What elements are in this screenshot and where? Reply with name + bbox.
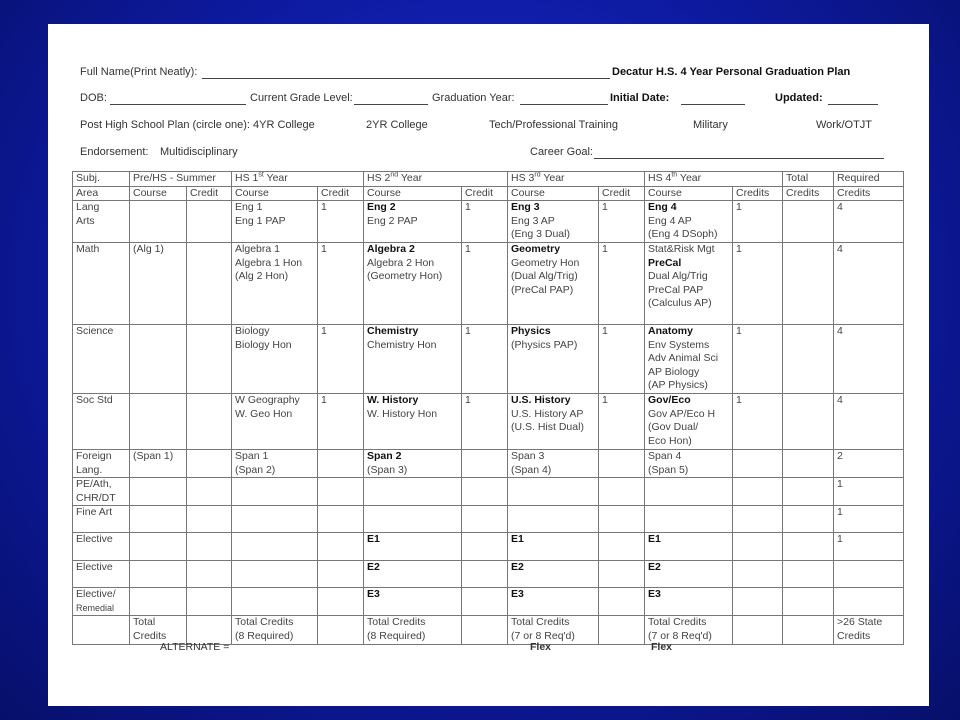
hs4-credit-cell[interactable]: [733, 588, 783, 616]
hs2-course-cell[interactable]: [364, 506, 462, 533]
hs1-course-cell[interactable]: [232, 450, 318, 478]
hs1-course-cell[interactable]: [232, 506, 318, 533]
hs2-credit-cell[interactable]: 1: [462, 325, 508, 394]
hs4-course-cell[interactable]: [645, 394, 733, 450]
hs4-credit-cell[interactable]: [733, 533, 783, 561]
course-line: Remedial: [76, 602, 115, 613]
required-credits-cell: [834, 588, 904, 616]
hs1-course-cell[interactable]: [232, 561, 318, 588]
hs2-credit-cell[interactable]: [462, 478, 508, 506]
hs2-course-cell[interactable]: [364, 533, 462, 561]
hs3-credit-cell[interactable]: [599, 533, 645, 561]
course-line: E1: [511, 533, 524, 545]
hs4-credit-cell[interactable]: [733, 478, 783, 506]
full-name-label: Full Name(Print Neatly):: [80, 66, 198, 78]
option-2yr-college[interactable]: 2YR College: [366, 119, 428, 131]
course-line: Env Systems: [648, 338, 710, 351]
subj-header: Subj.: [73, 172, 130, 187]
course-line: Chemistry Hon: [367, 338, 437, 351]
course-line: Elective: [76, 561, 113, 573]
hs4-credit-cell[interactable]: 1: [733, 325, 783, 394]
course-line: (8 Required): [367, 629, 426, 642]
table-row: [73, 561, 904, 588]
total-credits-header: Total: [783, 172, 834, 187]
course-line: W. History: [367, 394, 419, 406]
course-line: Stat&Risk Mgt: [648, 243, 715, 255]
hs3-course-cell[interactable]: [508, 450, 599, 478]
hs1-credit-cell[interactable]: [318, 561, 364, 588]
hs2-course-cell[interactable]: [364, 201, 462, 243]
course-line: Elective/: [76, 588, 116, 600]
hs4-course-cell[interactable]: [645, 561, 733, 588]
course-line: Eng 1 PAP: [235, 214, 286, 227]
hs4-course-cell[interactable]: [645, 243, 733, 325]
course-line: Biology: [235, 325, 270, 337]
course-line: Gov AP/Eco H: [648, 407, 716, 420]
table-row: [73, 588, 904, 616]
required-credits-cell: 2: [834, 450, 904, 478]
course-plan-table: [72, 171, 904, 645]
course-line: E3: [648, 588, 661, 600]
course-line: Eng 2: [367, 201, 396, 213]
flex-label-hs3: Flex: [530, 641, 552, 653]
course-line: E1: [367, 533, 380, 545]
hs3-credit-cell[interactable]: 1: [599, 243, 645, 325]
course-line: Eng 3 AP: [511, 214, 555, 227]
pre-hs-credit-cell[interactable]: [187, 478, 232, 506]
alternate-label: ALTERNATE =: [160, 641, 230, 653]
hs1-course-cell[interactable]: [232, 201, 318, 243]
hs4-credit-cell[interactable]: [733, 450, 783, 478]
course-line: W Geography: [235, 394, 300, 406]
course-line: Total Credits: [367, 616, 426, 628]
hs4-course-cell[interactable]: [645, 533, 733, 561]
pre-hs-summer-header: Pre/HS - Summer: [130, 172, 232, 187]
hs4-course-cell[interactable]: [645, 201, 733, 243]
course-line: W. History Hon: [367, 407, 438, 420]
total-credits-cell[interactable]: [783, 506, 834, 533]
required-credits-header: Required: [834, 172, 904, 187]
table-row: [73, 533, 904, 561]
course-line: (Gov Dual/: [648, 421, 699, 433]
hs4-credit-cell[interactable]: [733, 506, 783, 533]
hs3-credit-cell[interactable]: [599, 450, 645, 478]
required-credits-cell: 4: [834, 394, 904, 450]
table-subheader-row: [73, 186, 904, 201]
course-line: (8 Required): [235, 629, 294, 642]
credit-header: Credit: [462, 186, 508, 201]
hs2-course-cell[interactable]: [364, 561, 462, 588]
required-credits-subheader: Credits: [834, 186, 904, 201]
course-line: (Eng 4 DSoph): [648, 228, 718, 240]
course-line: Elective: [76, 533, 113, 545]
course-line: Eng 3: [511, 201, 540, 213]
graduation-plan-sheet: [48, 24, 929, 706]
course-line: Span 3: [511, 450, 545, 462]
hs2-credit-cell[interactable]: [462, 533, 508, 561]
course-header: Course: [645, 186, 733, 201]
hs3-header: HS 3rd Year: [508, 172, 645, 187]
total-credits-cell[interactable]: [783, 616, 834, 645]
course-line: (Span 2): [235, 463, 276, 476]
course-line: Soc Std: [76, 394, 113, 406]
course-line: Credits: [837, 629, 871, 642]
required-credits-cell: 4: [834, 325, 904, 394]
subject-area-cell: [73, 394, 130, 450]
credit-header: Credit: [599, 186, 645, 201]
plan-title: Decatur H.S. 4 Year Personal Graduation Plan: [612, 66, 851, 78]
total-credits-cell[interactable]: [783, 394, 834, 450]
course-line: Dual Alg/Trig: [648, 270, 708, 282]
course-line: (Calculus AP): [648, 297, 712, 309]
course-line: (Physics PAP): [511, 338, 578, 351]
hs4-header: HS 4th Year: [645, 172, 783, 187]
required-credits-cell: 4: [834, 243, 904, 325]
course-line: E2: [648, 561, 661, 573]
hs1-course-cell[interactable]: [232, 394, 318, 450]
course-line: (AP Physics): [648, 379, 708, 391]
course-line: Span 4: [648, 450, 682, 462]
pre-hs-credit-cell[interactable]: [187, 325, 232, 394]
subject-area-cell: [73, 561, 130, 588]
hs1-credit-cell[interactable]: [318, 616, 364, 645]
course-line: Algebra 2: [367, 243, 415, 255]
course-line: PE/Ath,: [76, 478, 112, 490]
course-line: (Dual Alg/Trig): [511, 270, 578, 282]
hs1-credit-cell[interactable]: [318, 450, 364, 478]
course-line: AP Biology: [648, 365, 700, 378]
hs2-credit-cell[interactable]: 1: [462, 394, 508, 450]
hs3-credit-cell[interactable]: [599, 561, 645, 588]
course-line: Adv Animal Sci: [648, 352, 719, 364]
hs2-course-cell[interactable]: [364, 325, 462, 394]
pre-hs-course-cell[interactable]: [130, 588, 187, 616]
course-line: Lang: [76, 201, 100, 213]
course-line: (7 or 8 Req'd): [511, 629, 575, 642]
hs1-credit-cell[interactable]: [318, 478, 364, 506]
hs1-credit-cell[interactable]: [318, 588, 364, 616]
course-line: Arts: [76, 214, 95, 227]
course-line: Algebra 2 Hon: [367, 256, 435, 269]
pre-hs-credit-cell[interactable]: [187, 394, 232, 450]
hs2-course-cell[interactable]: [364, 243, 462, 325]
hs4-credit-cell[interactable]: [733, 561, 783, 588]
hs4-course-cell[interactable]: [645, 588, 733, 616]
hs1-credit-cell[interactable]: 1: [318, 325, 364, 394]
required-credits-cell: [834, 616, 904, 645]
required-credits-cell: 1: [834, 478, 904, 506]
table-row: [73, 450, 904, 478]
course-line: Total: [133, 616, 156, 628]
hs1-credit-cell[interactable]: [318, 506, 364, 533]
course-line: (U.S. Hist Dual): [511, 421, 584, 433]
course-line: Fine Art: [76, 506, 113, 518]
course-line: E1: [648, 533, 661, 545]
hs1-course-cell[interactable]: [232, 478, 318, 506]
hs3-credit-cell[interactable]: 1: [599, 201, 645, 243]
graduation-year-field[interactable]: [520, 104, 608, 105]
course-line: Chemistry: [367, 325, 419, 337]
course-line: Anatomy: [648, 325, 693, 337]
total-credits-cell[interactable]: [783, 325, 834, 394]
full-name-field[interactable]: [202, 78, 610, 79]
hs1-course-cell[interactable]: [232, 533, 318, 561]
dob-field[interactable]: [110, 104, 246, 105]
required-credits-cell: 4: [834, 201, 904, 243]
hs2-credit-cell[interactable]: [462, 616, 508, 645]
course-line: (Span 5): [648, 463, 689, 476]
subject-area-cell: [73, 325, 130, 394]
hs1-credit-cell[interactable]: [318, 533, 364, 561]
pre-hs-course-cell[interactable]: [130, 506, 187, 533]
hs3-course-cell[interactable]: [508, 506, 599, 533]
hs2-credit-cell[interactable]: [462, 561, 508, 588]
credit-header: Credit: [318, 186, 364, 201]
pre-hs-course-cell[interactable]: [130, 325, 187, 394]
hs2-credit-cell[interactable]: [462, 588, 508, 616]
hs2-credit-cell[interactable]: 1: [462, 201, 508, 243]
hs1-course-cell[interactable]: [232, 243, 318, 325]
hs3-course-cell[interactable]: [508, 561, 599, 588]
hs3-course-cell[interactable]: [508, 588, 599, 616]
table-row: [73, 478, 904, 506]
pre-hs-course-cell[interactable]: [130, 478, 187, 506]
course-line: CHR/DT: [76, 491, 116, 504]
hs3-course-cell[interactable]: [508, 394, 599, 450]
total-credits-cell[interactable]: [783, 201, 834, 243]
required-credits-cell: 1: [834, 533, 904, 561]
table-header-row: [73, 172, 904, 187]
course-line: (Span 1): [133, 450, 174, 462]
table-row: [73, 201, 904, 243]
pre-hs-credit-cell[interactable]: [187, 201, 232, 243]
course-header: Course: [508, 186, 599, 201]
course-line: PreCal: [648, 256, 682, 269]
course-line: Physics: [511, 325, 551, 337]
hs1-credit-cell[interactable]: 1: [318, 394, 364, 450]
total-credits-cell[interactable]: [783, 533, 834, 561]
hs4-credit-cell[interactable]: [733, 616, 783, 645]
pre-hs-course-cell[interactable]: [130, 561, 187, 588]
subject-area-cell: [73, 450, 130, 478]
hs3-credit-cell[interactable]: 1: [599, 394, 645, 450]
course-line: Foreign: [76, 450, 112, 462]
hs2-course-cell[interactable]: [364, 616, 462, 645]
course-line: Lang.: [76, 463, 103, 476]
course-line: Gov/Eco: [648, 394, 691, 406]
pre-hs-credit-cell[interactable]: [187, 450, 232, 478]
pre-hs-credit-cell[interactable]: [187, 561, 232, 588]
course-line: Span 2: [367, 450, 402, 462]
subject-area-cell: [73, 616, 130, 645]
hs3-course-cell[interactable]: [508, 243, 599, 325]
table-row: [73, 325, 904, 394]
course-line: (Eng 3 Dual): [511, 228, 570, 240]
hs1-credit-cell[interactable]: 1: [318, 201, 364, 243]
total-credits-cell[interactable]: [783, 588, 834, 616]
table-row: [73, 394, 904, 450]
course-line: Math: [76, 243, 100, 255]
course-header: Course: [130, 186, 187, 201]
hs4-credit-cell[interactable]: 1: [733, 394, 783, 450]
total-credits-cell[interactable]: [783, 478, 834, 506]
hs2-header: HS 2nd Year: [364, 172, 508, 187]
hs4-course-cell[interactable]: [645, 506, 733, 533]
total-credits-subheader: Credits: [783, 186, 834, 201]
hs1-header: HS 1st Year: [232, 172, 364, 187]
hs3-credit-cell[interactable]: 1: [599, 325, 645, 394]
credits-header: Credits: [733, 186, 783, 201]
area-header: Area: [73, 186, 130, 201]
course-line: Total Credits: [648, 616, 707, 628]
course-line: Geometry Hon: [511, 256, 580, 269]
option-military[interactable]: Military: [693, 119, 728, 131]
hs4-course-cell[interactable]: [645, 478, 733, 506]
course-line: Eng 4 AP: [648, 214, 692, 227]
career-goal-label: Career Goal:: [530, 146, 593, 158]
course-line: Eng 2 PAP: [367, 214, 418, 227]
course-line: Biology Hon: [235, 338, 292, 351]
initial-date-field[interactable]: [681, 104, 745, 105]
hs3-credit-cell[interactable]: [599, 588, 645, 616]
endorsement-label: Endorsement:: [80, 146, 149, 158]
course-line: (Alg 2 Hon): [235, 270, 289, 282]
updated-field[interactable]: [828, 104, 878, 105]
course-line: E3: [367, 588, 380, 600]
subject-area-cell: [73, 201, 130, 243]
hs1-course-cell[interactable]: [232, 616, 318, 645]
course-line: (Span 3): [367, 463, 408, 476]
subject-area-cell: [73, 478, 130, 506]
course-line: Eng 4: [648, 201, 677, 213]
course-line: >26 State: [837, 616, 883, 628]
hs3-course-cell[interactable]: [508, 478, 599, 506]
subject-area-cell: [73, 506, 130, 533]
course-line: U.S. History: [511, 394, 571, 406]
table-row: [73, 243, 904, 325]
hs2-course-cell[interactable]: [364, 394, 462, 450]
total-credits-cell[interactable]: [783, 243, 834, 325]
hs2-credit-cell[interactable]: [462, 506, 508, 533]
course-header: Course: [364, 186, 462, 201]
course-line: Science: [76, 325, 114, 337]
hs4-course-cell[interactable]: [645, 325, 733, 394]
total-credits-cell[interactable]: [783, 561, 834, 588]
course-line: Algebra 1: [235, 243, 280, 255]
pre-hs-credit-cell[interactable]: [187, 243, 232, 325]
hs1-credit-cell[interactable]: 1: [318, 243, 364, 325]
dob-label: DOB:: [80, 92, 107, 104]
course-line: Total Credits: [235, 616, 294, 628]
pre-hs-course-cell[interactable]: [130, 394, 187, 450]
option-tech-training[interactable]: Tech/Professional Training: [489, 119, 619, 131]
hs3-course-cell[interactable]: [508, 616, 599, 645]
course-line: (PreCal PAP): [511, 283, 574, 296]
hs3-course-cell[interactable]: [508, 325, 599, 394]
pre-hs-course-cell[interactable]: [130, 243, 187, 325]
course-line: W. Geo Hon: [235, 407, 293, 420]
flex-label-hs4: Flex: [651, 641, 673, 653]
pre-hs-course-cell[interactable]: [130, 450, 187, 478]
pre-hs-credit-cell[interactable]: [187, 533, 232, 561]
hs4-credit-cell[interactable]: 1: [733, 201, 783, 243]
course-line: Eco Hon): [648, 434, 692, 447]
hs2-course-cell[interactable]: [364, 478, 462, 506]
subject-area-cell: [73, 588, 130, 616]
pre-hs-credit-cell[interactable]: [187, 506, 232, 533]
course-line: (Alg 1): [133, 243, 164, 255]
pre-hs-course-cell[interactable]: [130, 201, 187, 243]
hs3-credit-cell[interactable]: [599, 478, 645, 506]
total-credits-cell[interactable]: [783, 450, 834, 478]
hs3-credit-cell[interactable]: [599, 506, 645, 533]
course-line: E2: [367, 561, 380, 573]
required-credits-cell: [834, 561, 904, 588]
course-line: (7 or 8 Req'd): [648, 629, 712, 642]
initial-date-label: Initial Date:: [610, 92, 670, 104]
endorsement-value: Multidisciplinary: [160, 146, 238, 158]
subject-area-cell: [73, 533, 130, 561]
table-row: [73, 506, 904, 533]
grade-level-field[interactable]: [354, 104, 428, 105]
career-goal-field[interactable]: [594, 158, 884, 159]
hs2-credit-cell[interactable]: [462, 450, 508, 478]
course-line: (Geometry Hon): [367, 270, 443, 282]
hs1-course-cell[interactable]: [232, 325, 318, 394]
hs4-credit-cell[interactable]: 1: [733, 243, 783, 325]
hs3-course-cell[interactable]: [508, 533, 599, 561]
hs3-course-cell[interactable]: [508, 201, 599, 243]
course-line: Span 1: [235, 450, 269, 462]
updated-label: Updated:: [775, 92, 823, 104]
course-line: Credits: [133, 629, 167, 642]
hs4-course-cell[interactable]: [645, 450, 733, 478]
course-header: Course: [232, 186, 318, 201]
subject-area-cell: [73, 243, 130, 325]
grade-level-label: Current Grade Level:: [250, 92, 353, 104]
course-line: U.S. History AP: [511, 407, 584, 420]
course-line: E3: [511, 588, 524, 600]
course-line: E2: [511, 561, 524, 573]
course-line: Total Credits: [511, 616, 570, 628]
required-credits-cell: 1: [834, 506, 904, 533]
pre-hs-credit-cell[interactable]: [187, 588, 232, 616]
post-hs-plan-label: Post High School Plan (circle one): 4YR College: [80, 119, 315, 131]
course-line: PreCal PAP: [648, 283, 704, 296]
hs2-course-cell[interactable]: [364, 450, 462, 478]
course-line: Geometry: [511, 243, 561, 255]
credit-header: Credit: [187, 186, 232, 201]
hs3-credit-cell[interactable]: [599, 616, 645, 645]
pre-hs-course-cell[interactable]: [130, 533, 187, 561]
course-line: Eng 1: [235, 201, 263, 213]
option-work-otjt[interactable]: Work/OTJT: [816, 119, 873, 131]
hs2-course-cell[interactable]: [364, 588, 462, 616]
graduation-year-label: Graduation Year:: [432, 92, 515, 104]
course-line: Algebra 1 Hon: [235, 256, 303, 269]
course-line: (Span 4): [511, 463, 552, 476]
hs2-credit-cell[interactable]: 1: [462, 243, 508, 325]
hs1-course-cell[interactable]: [232, 588, 318, 616]
